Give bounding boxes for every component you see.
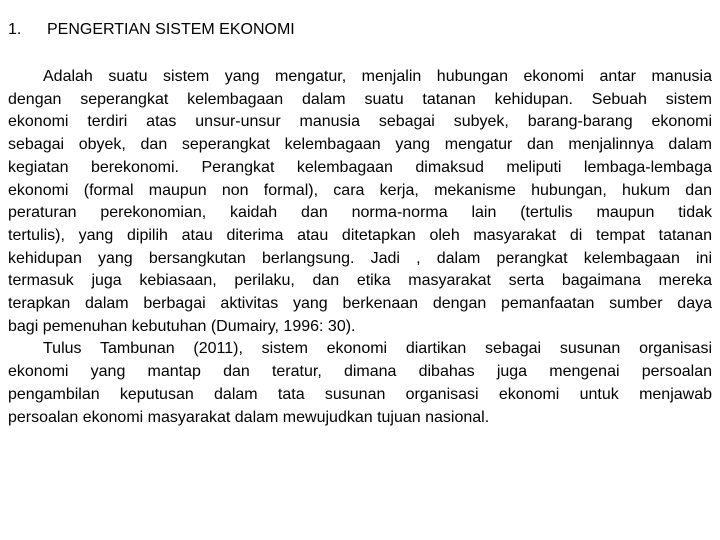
text-line: kehidupan yang bersangkutan berlangsung. Jadi , dalam perangkat kelembagaan ini [8,249,712,267]
section-heading [8,20,295,40]
text-line: bagi pemenuhan kebutuhan (Dumairy, 1996: 30). [8,317,356,335]
text-line: sebagai obyek, dan seperangkat kelembagaan yang mengatur dan menjalinnya dalam [8,136,712,154]
text-line: dengan seperangkat kelembagaan dalam suatu tatanan kehidupan. Sebuah sistem [8,90,712,108]
text-line: Tulus Tambunan (2011), sistem ekonomi diartikan sebagai susunan organisasi [43,340,712,358]
text-line: Adalah suatu sistem yang mengatur, menjalin hubungan ekonomi antar manusia [43,68,712,85]
text-line: kegiatan berekonomi. Perangkat kelembagaan dimaksud meliputi lembaga-lembaga [8,158,712,176]
text-line: ekonomi yang mantap dan teratur, dimana dibahas juga mengenai persoalan [8,363,712,381]
text-line: terapkan dalam berbagai aktivitas yang berkenaan dengan pemanfaatan sumber daya [8,295,712,313]
text-line: persoalan ekonomi masyarakat dalam mewujudkan tujuan nasional. [8,408,490,426]
text-line: pengambilan keputusan dalam tata susunan organisasi ekonomi untuk menjawab [8,385,712,403]
section-number: 1. [8,21,22,38]
paragraph-1 [8,66,712,338]
text-line: termasuk juga kebiasaan, perilaku, dan etika masyarakat serta bagaimana mereka [8,272,712,290]
text-line: peraturan perekonomian, kaidah dan norma-norma lain (tertulis maupun tidak [8,204,712,222]
body-text [8,66,712,429]
text-line: ekonomi (formal maupun non formal), cara kerja, mekanisme hubungan, hukum dan [8,181,712,199]
text-line: tertulis), yang dipilih atau diterima atau ditetapkan oleh masyarakat di tempat tatanan [8,226,712,244]
text-line: ekonomi terdiri atas unsur-unsur manusia sebagai subyek, barang-barang ekonomi [8,113,712,131]
section-title: PENGERTIAN SISTEM EKONOMI [47,21,295,38]
paragraph-2 [8,338,712,429]
